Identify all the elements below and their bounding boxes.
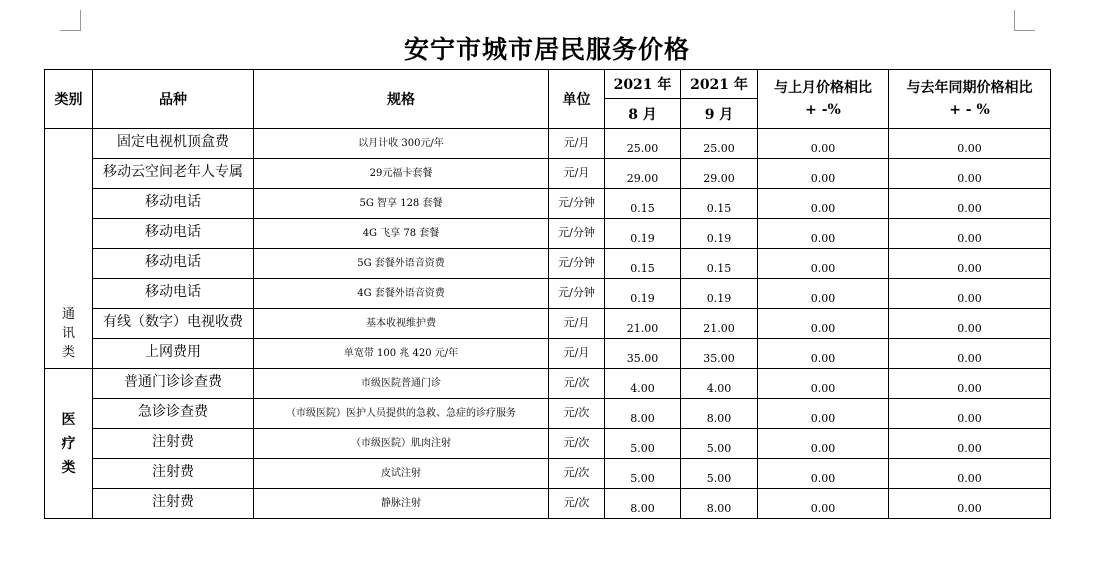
mom-change-cell bbox=[758, 459, 889, 489]
yoy-change-cell bbox=[889, 429, 1051, 459]
spec-text: 皮试注射 bbox=[381, 468, 421, 479]
spec-text: 静脉注射 bbox=[381, 498, 421, 509]
yoy-change-cell bbox=[889, 369, 1051, 399]
item-name-cell bbox=[93, 489, 254, 519]
unit-text-cell bbox=[549, 129, 605, 159]
sep-price: 0.19 bbox=[706, 232, 732, 245]
spec-text-cell bbox=[254, 339, 549, 369]
spec-text-cell bbox=[254, 279, 549, 309]
unit-text-cell bbox=[549, 459, 605, 489]
yoy-change-cell bbox=[889, 489, 1051, 519]
header-yoy-line1: 与去年同期价格相比 bbox=[906, 80, 1033, 96]
unit-text-cell bbox=[549, 429, 605, 459]
unit-text: 元/次 bbox=[563, 436, 590, 449]
yoy-change: 0.00 bbox=[957, 142, 982, 155]
table-row bbox=[45, 189, 1051, 219]
mom-change-cell bbox=[758, 309, 889, 339]
unit-text-cell bbox=[549, 189, 605, 219]
header-aug-year: 2021 年 bbox=[605, 70, 681, 99]
category-cell bbox=[45, 369, 93, 519]
yoy-change: 0.00 bbox=[957, 202, 982, 215]
yoy-change: 0.00 bbox=[957, 442, 982, 455]
unit-text-cell bbox=[549, 219, 605, 249]
unit-text: 元/次 bbox=[563, 466, 590, 479]
spec-text: （市级医院）肌肉注射 bbox=[351, 438, 451, 449]
item-name-cell bbox=[93, 219, 254, 249]
header-yoy-line2: + - % bbox=[949, 102, 990, 118]
header-aug-month: 8 月 bbox=[605, 99, 681, 129]
header-spec: 规格 bbox=[254, 70, 549, 129]
aug-price: 0.19 bbox=[630, 292, 655, 305]
sep-price-cell bbox=[681, 279, 758, 309]
header-mom-line2: + -% bbox=[805, 102, 841, 118]
yoy-change-cell bbox=[889, 219, 1051, 249]
sep-price-cell bbox=[681, 249, 758, 279]
sep-price-cell bbox=[681, 459, 758, 489]
mom-change: 0.00 bbox=[810, 142, 836, 155]
unit-text: 元/月 bbox=[563, 316, 590, 329]
item-name: 移动云空间老年人专属 bbox=[103, 163, 243, 180]
unit-text: 元/次 bbox=[563, 496, 590, 509]
item-name: 移动电话 bbox=[145, 283, 201, 300]
category-char: 医 bbox=[61, 411, 76, 428]
unit-text: 元/分钟 bbox=[558, 256, 595, 269]
unit-text: 元/分钟 bbox=[558, 286, 595, 299]
mom-change-cell bbox=[758, 369, 889, 399]
spec-text-cell bbox=[254, 249, 549, 279]
aug-price-cell bbox=[605, 279, 681, 309]
header-item: 品种 bbox=[93, 70, 254, 129]
sep-price: 25.00 bbox=[703, 142, 735, 155]
mom-change: 0.00 bbox=[810, 172, 836, 185]
mom-change: 0.00 bbox=[810, 322, 836, 335]
item-name: 急诊诊查费 bbox=[138, 403, 208, 420]
yoy-change-cell bbox=[889, 339, 1051, 369]
yoy-change-cell bbox=[889, 249, 1051, 279]
aug-price-cell bbox=[605, 129, 681, 159]
item-name-cell bbox=[93, 189, 254, 219]
unit-text: 元/分钟 bbox=[558, 226, 595, 239]
table-row bbox=[45, 279, 1051, 309]
mom-change: 0.00 bbox=[810, 292, 836, 305]
yoy-change-cell bbox=[889, 189, 1051, 219]
header-sep-year: 2021 年 bbox=[681, 70, 758, 99]
category-char: 通 bbox=[61, 307, 75, 322]
spec-text-cell bbox=[254, 489, 549, 519]
sep-price-cell bbox=[681, 369, 758, 399]
item-name: 移动电话 bbox=[145, 253, 201, 270]
sep-price: 4.00 bbox=[706, 382, 732, 395]
sep-price: 35.00 bbox=[703, 352, 735, 365]
yoy-change: 0.00 bbox=[957, 352, 982, 365]
aug-price: 35.00 bbox=[626, 352, 659, 365]
spec-text: 单宽带 100 兆 420 元/年 bbox=[343, 348, 459, 359]
spec-text: （市级医院）医护人员提供的急救、急症的诊疗服务 bbox=[286, 408, 516, 419]
aug-price-cell bbox=[605, 339, 681, 369]
table-row bbox=[45, 219, 1051, 249]
price-table bbox=[44, 69, 1051, 519]
sep-price: 5.00 bbox=[706, 472, 732, 485]
item-name-cell bbox=[93, 129, 254, 159]
category-char: 疗 bbox=[61, 435, 76, 452]
spec-text-cell bbox=[254, 309, 549, 339]
item-name-cell bbox=[93, 369, 254, 399]
sep-price-cell bbox=[681, 309, 758, 339]
item-name: 注射费 bbox=[152, 433, 194, 450]
item-name: 注射费 bbox=[152, 493, 194, 510]
unit-text-cell bbox=[549, 249, 605, 279]
item-name-cell bbox=[93, 249, 254, 279]
mom-change: 0.00 bbox=[810, 502, 836, 515]
item-name: 有线（数字）电视收费 bbox=[103, 313, 243, 330]
table-row bbox=[45, 339, 1051, 369]
yoy-change: 0.00 bbox=[957, 292, 982, 305]
sep-price: 0.15 bbox=[706, 202, 732, 215]
yoy-change-cell bbox=[889, 159, 1051, 189]
spec-text-cell bbox=[254, 369, 549, 399]
unit-text: 元/次 bbox=[563, 376, 590, 389]
spec-text: 市级医院普通门诊 bbox=[361, 378, 441, 389]
header-unit: 单位 bbox=[549, 70, 605, 129]
page-corner-mark-left bbox=[60, 10, 81, 31]
spec-text-cell bbox=[254, 219, 549, 249]
spec-text: 5G 套餐外语音资费 bbox=[357, 258, 445, 269]
yoy-change: 0.00 bbox=[957, 172, 982, 185]
item-name-cell bbox=[93, 279, 254, 309]
header-mom-line1: 与上月价格相比 bbox=[774, 80, 872, 96]
unit-text-cell bbox=[549, 309, 605, 339]
aug-price: 8.00 bbox=[630, 502, 655, 515]
mom-change-cell bbox=[758, 339, 889, 369]
sep-price: 8.00 bbox=[706, 412, 732, 425]
category-char: 类 bbox=[61, 345, 75, 360]
mom-change: 0.00 bbox=[810, 442, 836, 455]
category-cell bbox=[45, 129, 93, 369]
table-row bbox=[45, 459, 1051, 489]
mom-change: 0.00 bbox=[810, 352, 836, 365]
table-row bbox=[45, 249, 1051, 279]
yoy-change-cell bbox=[889, 279, 1051, 309]
sep-price-cell bbox=[681, 339, 758, 369]
aug-price: 5.00 bbox=[630, 442, 655, 455]
sep-price: 8.00 bbox=[706, 502, 732, 515]
sep-price: 5.00 bbox=[706, 442, 732, 455]
yoy-change: 0.00 bbox=[957, 472, 982, 485]
mom-change: 0.00 bbox=[810, 382, 836, 395]
spec-text-cell bbox=[254, 459, 549, 489]
mom-change: 0.00 bbox=[810, 202, 836, 215]
spec-text: 基本收视维护费 bbox=[366, 318, 436, 329]
aug-price-cell bbox=[605, 249, 681, 279]
yoy-change-cell bbox=[889, 399, 1051, 429]
mom-change: 0.00 bbox=[810, 412, 836, 425]
spec-text-cell bbox=[254, 129, 549, 159]
yoy-change: 0.00 bbox=[957, 232, 982, 245]
spec-text: 5G 智享 128 套餐 bbox=[359, 198, 443, 209]
aug-price: 0.19 bbox=[630, 232, 655, 245]
yoy-change-cell bbox=[889, 129, 1051, 159]
yoy-change: 0.00 bbox=[957, 382, 982, 395]
aug-price: 0.15 bbox=[630, 202, 655, 215]
header-month-on-month bbox=[758, 70, 889, 129]
item-name-cell bbox=[93, 429, 254, 459]
aug-price-cell bbox=[605, 189, 681, 219]
item-name-cell bbox=[93, 159, 254, 189]
spec-text: 以月计收 300元/年 bbox=[358, 138, 444, 149]
unit-text-cell bbox=[549, 159, 605, 189]
yoy-change: 0.00 bbox=[957, 322, 982, 335]
yoy-change: 0.00 bbox=[957, 262, 982, 275]
sep-price: 21.00 bbox=[703, 322, 735, 335]
sep-price-cell bbox=[681, 159, 758, 189]
spec-text-cell bbox=[254, 189, 549, 219]
mom-change-cell bbox=[758, 129, 889, 159]
table-body bbox=[45, 129, 1051, 519]
spec-text-cell bbox=[254, 399, 549, 429]
category-char: 讯 bbox=[61, 326, 75, 341]
item-name: 普通门诊诊查费 bbox=[124, 373, 222, 390]
aug-price: 21.00 bbox=[626, 322, 659, 335]
mom-change: 0.00 bbox=[810, 472, 836, 485]
unit-text: 元/分钟 bbox=[558, 196, 595, 209]
spec-text: 29元福卡套餐 bbox=[369, 168, 433, 179]
aug-price-cell bbox=[605, 369, 681, 399]
aug-price-cell bbox=[605, 399, 681, 429]
spec-text: 4G 飞享 78 套餐 bbox=[362, 228, 440, 239]
item-name: 固定电视机顶盒费 bbox=[117, 133, 229, 150]
table-row bbox=[45, 159, 1051, 189]
yoy-change: 0.00 bbox=[957, 412, 982, 425]
sep-price-cell bbox=[681, 399, 758, 429]
yoy-change: 0.00 bbox=[957, 502, 982, 515]
unit-text: 元/次 bbox=[563, 406, 590, 419]
table-row bbox=[45, 129, 1051, 159]
aug-price-cell bbox=[605, 159, 681, 189]
sep-price: 29.00 bbox=[703, 172, 735, 185]
category-char: 类 bbox=[61, 459, 76, 476]
item-name: 注射费 bbox=[152, 463, 194, 480]
header-sep-month: 9 月 bbox=[681, 99, 758, 129]
unit-text-cell bbox=[549, 339, 605, 369]
sep-price: 0.19 bbox=[706, 292, 732, 305]
spec-text: 4G 套餐外语音资费 bbox=[357, 288, 445, 299]
table-row bbox=[45, 429, 1051, 459]
mom-change-cell bbox=[758, 429, 889, 459]
sep-price-cell bbox=[681, 489, 758, 519]
mom-change: 0.00 bbox=[810, 262, 836, 275]
aug-price-cell bbox=[605, 219, 681, 249]
aug-price: 0.15 bbox=[630, 262, 655, 275]
aug-price-cell bbox=[605, 459, 681, 489]
item-name: 移动电话 bbox=[145, 193, 201, 210]
sep-price-cell bbox=[681, 219, 758, 249]
aug-price: 4.00 bbox=[630, 382, 655, 395]
spec-text-cell bbox=[254, 159, 549, 189]
item-name-cell bbox=[93, 309, 254, 339]
aug-price: 25.00 bbox=[626, 142, 659, 155]
aug-price: 8.00 bbox=[630, 412, 655, 425]
aug-price-cell bbox=[605, 309, 681, 339]
spec-text-cell bbox=[254, 429, 549, 459]
item-name-cell bbox=[93, 399, 254, 429]
item-name-cell bbox=[93, 459, 254, 489]
header-category: 类别 bbox=[45, 70, 93, 129]
yoy-change-cell bbox=[889, 309, 1051, 339]
table-row bbox=[45, 489, 1051, 519]
sep-price-cell bbox=[681, 429, 758, 459]
header-year-on-year bbox=[889, 70, 1051, 129]
table-row bbox=[45, 399, 1051, 429]
item-name: 上网费用 bbox=[145, 343, 201, 360]
mom-change-cell bbox=[758, 279, 889, 309]
sep-price-cell bbox=[681, 189, 758, 219]
item-name-cell bbox=[93, 339, 254, 369]
table-row bbox=[45, 309, 1051, 339]
mom-change-cell bbox=[758, 489, 889, 519]
unit-text-cell bbox=[549, 369, 605, 399]
document-title: 安宁市城市居民服务价格 bbox=[403, 35, 690, 64]
aug-price-cell bbox=[605, 429, 681, 459]
yoy-change-cell bbox=[889, 459, 1051, 489]
table-row bbox=[45, 369, 1051, 399]
unit-text: 元/月 bbox=[563, 346, 590, 359]
page-corner-mark-right bbox=[1014, 10, 1035, 31]
unit-text-cell bbox=[549, 279, 605, 309]
unit-text: 元/月 bbox=[563, 166, 590, 179]
aug-price: 5.00 bbox=[630, 472, 655, 485]
aug-price: 29.00 bbox=[626, 172, 659, 185]
unit-text: 元/月 bbox=[563, 136, 590, 149]
mom-change-cell bbox=[758, 189, 889, 219]
sep-price: 0.15 bbox=[706, 262, 732, 275]
mom-change-cell bbox=[758, 399, 889, 429]
mom-change-cell bbox=[758, 249, 889, 279]
unit-text-cell bbox=[549, 399, 605, 429]
item-name: 移动电话 bbox=[145, 223, 201, 240]
aug-price-cell bbox=[605, 489, 681, 519]
mom-change-cell bbox=[758, 159, 889, 189]
mom-change: 0.00 bbox=[810, 232, 836, 245]
unit-text-cell bbox=[549, 489, 605, 519]
sep-price-cell bbox=[681, 129, 758, 159]
mom-change-cell bbox=[758, 219, 889, 249]
